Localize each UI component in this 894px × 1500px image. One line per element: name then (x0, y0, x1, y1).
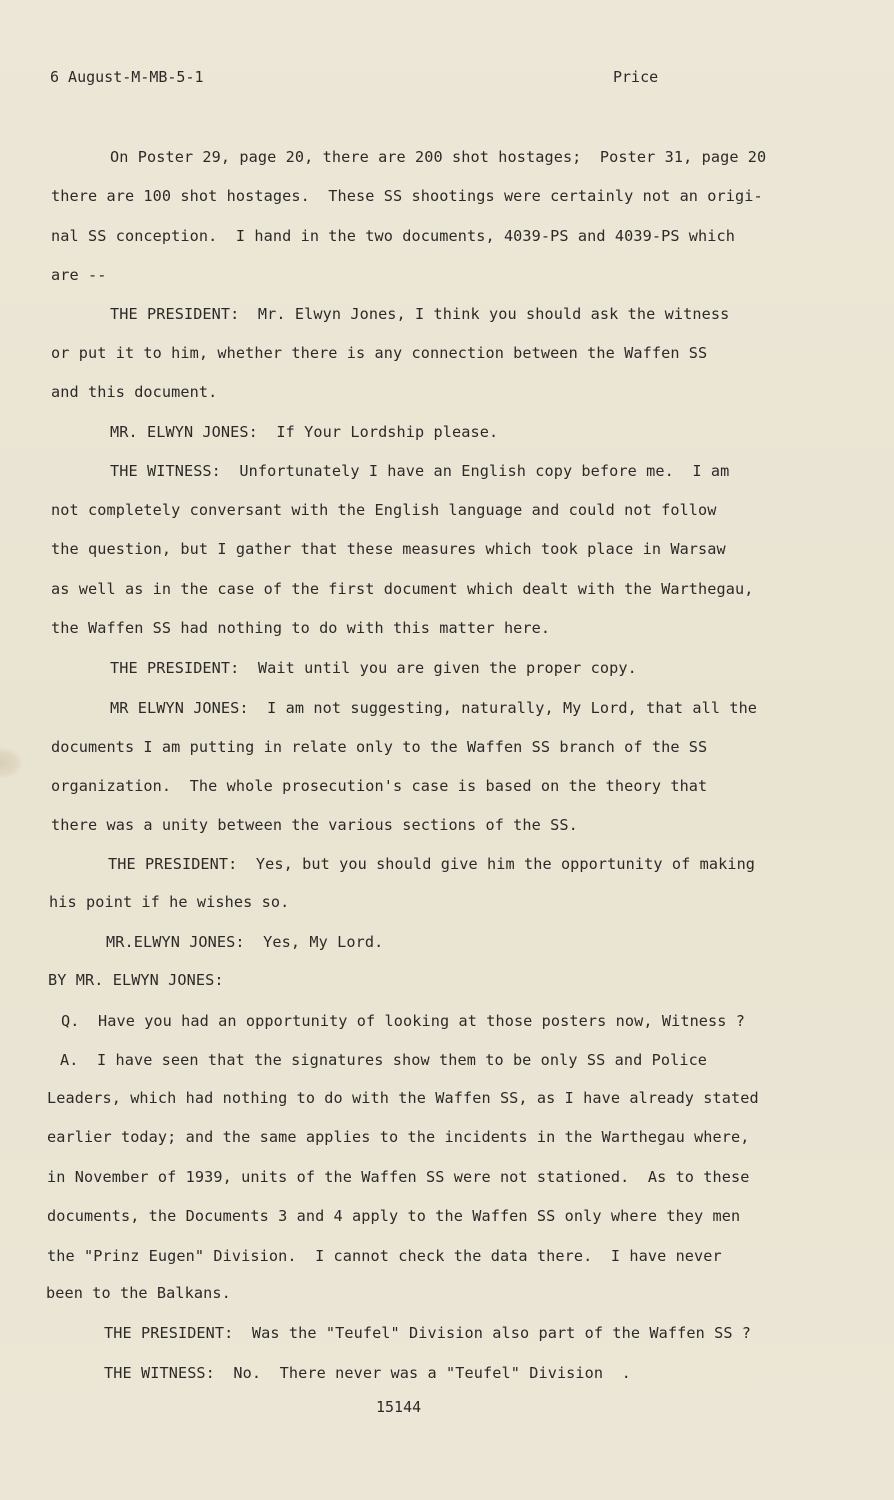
text-line: not completely conversant with the English language and could not follow (51, 501, 717, 519)
text-line: nal SS conception. I hand in the two documents, 4039-PS and 4039-PS which (51, 227, 736, 245)
text-line: and this document. (51, 383, 218, 401)
paper-tear-mark (0, 748, 22, 778)
text-line: A. I have seen that the signatures show them to be only SS and Police (60, 1051, 708, 1069)
text-line: THE PRESIDENT: Wait until you are given the proper copy. (110, 659, 637, 677)
text-line: BY MR. ELWYN JONES: (48, 971, 224, 989)
text-line: documents I am putting in relate only to the Waffen SS branch of the SS (51, 738, 708, 756)
text-line: MR ELWYN JONES: I am not suggesting, naturally, My Lord, that all the (110, 699, 758, 717)
text-line: been to the Balkans. (46, 1284, 231, 1302)
text-line: On Poster 29, page 20, there are 200 shot hostages; Poster 31, page 20 (110, 148, 767, 166)
text-line: MR. ELWYN JONES: If Your Lordship please. (110, 423, 499, 441)
text-line: earlier today; and the same applies to the incidents in the Warthegau where, (47, 1128, 750, 1146)
text-line: MR.ELWYN JONES: Yes, My Lord. (106, 933, 384, 951)
document-reference: 6 August-M-MB-5-1 (50, 68, 204, 86)
text-line: THE WITNESS: Unfortunately I have an English copy before me. I am (110, 462, 730, 480)
text-line: THE WITNESS: No. There never was a "Teufel" Division . (104, 1364, 631, 1382)
text-line: his point if he wishes so. (49, 893, 290, 911)
page-number: 15144 (376, 1398, 422, 1416)
text-line: the "Prinz Eugen" Division. I cannot check the data there. I have never (47, 1247, 722, 1265)
text-line: there was a unity between the various sections of the SS. (51, 816, 578, 834)
text-line: are -- (51, 266, 107, 284)
text-line: or put it to him, whether there is any connection between the Waffen SS (51, 344, 708, 362)
text-line: the question, but I gather that these measures which took place in Warsaw (51, 540, 726, 558)
text-line: Leaders, which had nothing to do with the Waffen SS, as I have already stated (47, 1089, 759, 1107)
text-line: Q. Have you had an opportunity of looking at those posters now, Witness ? (61, 1012, 746, 1030)
text-line: the Waffen SS had nothing to do with this matter here. (51, 619, 551, 637)
text-line: in November of 1939, units of the Waffen SS were not stationed. As to these (47, 1168, 750, 1186)
text-line: documents, the Documents 3 and 4 apply to the Waffen SS only where they men (47, 1207, 741, 1225)
text-line: there are 100 shot hostages. These SS shootings were certainly not an origi- (51, 187, 763, 205)
text-line: organization. The whole prosecution's case is based on the theory that (51, 777, 708, 795)
text-line: as well as in the case of the first document which dealt with the Warthegau, (51, 580, 754, 598)
text-line: THE PRESIDENT: Yes, but you should give him the opportunity of making (108, 855, 756, 873)
text-line: THE PRESIDENT: Was the "Teufel" Division also part of the Waffen SS ? (104, 1324, 752, 1342)
witness-name: Price (613, 68, 659, 86)
text-line: THE PRESIDENT: Mr. Elwyn Jones, I think you should ask the witness (110, 305, 730, 323)
